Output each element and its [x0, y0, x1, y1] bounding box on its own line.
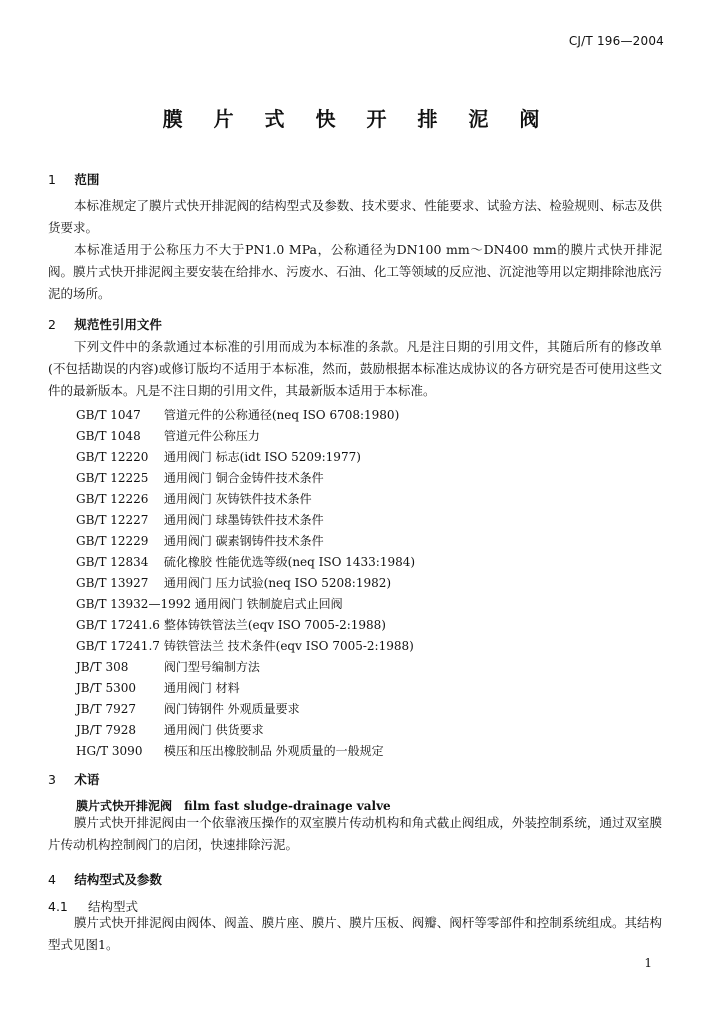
page-number: 1 [644, 956, 652, 970]
section-2-heading [48, 315, 162, 333]
reference-item [76, 511, 324, 528]
reference-code: GB/T 12229 [76, 534, 149, 548]
reference-title: 通用阀门 球墨铸铁件技术条件 [163, 513, 324, 527]
reference-title: 通用阀门 压力试验(neq ISO 5208:1982) [163, 576, 392, 590]
reference-code: JB/T 7928 [76, 723, 137, 737]
section-1-heading [48, 170, 99, 188]
reference-item [76, 637, 414, 654]
reference-title: 阀门型号编制方法 [163, 660, 260, 674]
reference-code: GB/T 12834 [76, 555, 149, 569]
section-4-heading [48, 870, 162, 888]
reference-item [76, 406, 399, 423]
reference-item [76, 448, 361, 465]
section-number: 1 [48, 172, 56, 187]
reference-title: 通用阀门 灰铸铁件技术条件 [163, 492, 312, 506]
reference-item [76, 658, 260, 675]
reference-item [76, 490, 312, 507]
reference-code: JB/T 308 [76, 660, 129, 674]
reference-item [76, 700, 300, 717]
reference-item [76, 574, 391, 591]
reference-code: JB/T 7927 [76, 702, 137, 716]
section-number: 4 [48, 872, 56, 887]
reference-title: 模压和压出橡胶制品 外观质量的一般规定 [163, 744, 384, 758]
reference-code: GB/T 12220 [76, 450, 149, 464]
reference-item [76, 595, 343, 612]
reference-title: 铸铁管法兰 技术条件(eqv ISO 7005-2:1988) [163, 639, 414, 653]
standard-code: CJ/T 196—2004 [568, 34, 664, 48]
reference-item [76, 679, 240, 696]
reference-title: 通用阀门 碳素钢铸件技术条件 [163, 534, 324, 548]
reference-code: GB/T 17241.6 [76, 618, 160, 632]
reference-code: GB/T 1048 [76, 429, 141, 443]
reference-item [76, 553, 415, 570]
reference-item [76, 721, 264, 738]
term-english: film fast sludge-drainage valve [184, 799, 391, 813]
section-title: 范围 [74, 172, 100, 187]
section-1-paragraph-2: 本标准适用于公称压力不大于PN1.0 MPa，公称通径为DN100 mm～DN400 mm的膜片式快开排泥阀。膜片式快开排泥阀主要安装在给排水、污废水、石油、化工等领域的反应池、沉淀池等用以定期排除池底污泥的场所。 [48, 242, 662, 301]
section-number: 2 [48, 317, 56, 332]
reference-code: GB/T 13932—1992 [76, 597, 191, 611]
reference-title: 通用阀门 铜合金铸件技术条件 [163, 471, 324, 485]
subsection-number: 4.1 [48, 899, 68, 914]
reference-title: 阀门铸钢件 外观质量要求 [163, 702, 300, 716]
reference-title: 通用阀门 标志(idt ISO 5209:1977) [163, 450, 361, 464]
section-2-paragraph-1: 下列文件中的条款通过本标准的引用而成为本标准的条款。凡是注日期的引用文件，其随后所有的修改单(不包括勘误的内容)或修订版均不适用于本标准，然而，鼓励根据本标准达成协议的各方研究是否可使用这些文件的最新版本。凡是不注日期的引用文件，其最新版本适用于本标准。 [48, 339, 662, 398]
reference-title: 通用阀门 供货要求 [163, 723, 264, 737]
reference-item [76, 469, 324, 486]
section-3-paragraph-1: 膜片式快开排泥阀由一个依靠液压操作的双室膜片传动机构和角式截止阀组成，外装控制系统，通过双室膜片传动机构控制阀门的启闭，快速排除污泥。 [48, 815, 662, 852]
section-3-heading [48, 770, 99, 788]
reference-code: GB/T 12226 [76, 492, 149, 506]
reference-code: GB/T 12225 [76, 471, 149, 485]
reference-code: HG/T 3090 [76, 744, 143, 758]
section-1-paragraph-1: 本标准规定了膜片式快开排泥阀的结构型式及参数、技术要求、性能要求、试验方法、检验规则、标志及供货要求。 [48, 198, 662, 235]
reference-code: JB/T 5300 [76, 681, 137, 695]
document-title: 膜 片 式 快 开 排 泥 阀 [162, 107, 552, 131]
subsection-4-1-paragraph-1: 膜片式快开排泥阀由阀体、阀盖、膜片座、膜片、膜片压板、阀瓣、阀杆等零部件和控制系统组成。其结构型式见图1。 [48, 915, 662, 952]
reference-item [76, 616, 386, 633]
reference-code: GB/T 13927 [76, 576, 149, 590]
term-chinese: 膜片式快开排泥阀 [76, 799, 173, 813]
reference-item [76, 427, 260, 444]
section-title: 结构型式及参数 [74, 872, 162, 887]
reference-title: 硫化橡胶 性能优选等级(neq ISO 1433:1984) [163, 555, 416, 569]
section-number: 3 [48, 772, 56, 787]
reference-item [76, 532, 324, 549]
reference-title: 管道元件的公称通径(neq ISO 6708:1980) [163, 408, 400, 422]
reference-code: GB/T 12227 [76, 513, 149, 527]
reference-title: 通用阀门 材料 [163, 681, 240, 695]
reference-item [76, 742, 384, 759]
section-title: 规范性引用文件 [74, 317, 162, 332]
reference-title: 整体铸铁管法兰(eqv ISO 7005-2:1988) [163, 618, 386, 632]
reference-title: 通用阀门 铁制旋启式止回阀 [194, 597, 343, 611]
reference-code: GB/T 17241.7 [76, 639, 160, 653]
reference-code: GB/T 1047 [76, 408, 141, 422]
reference-title: 管道元件公称压力 [163, 429, 260, 443]
subsection-title: 结构型式 [88, 899, 139, 914]
section-title: 术语 [74, 772, 100, 787]
